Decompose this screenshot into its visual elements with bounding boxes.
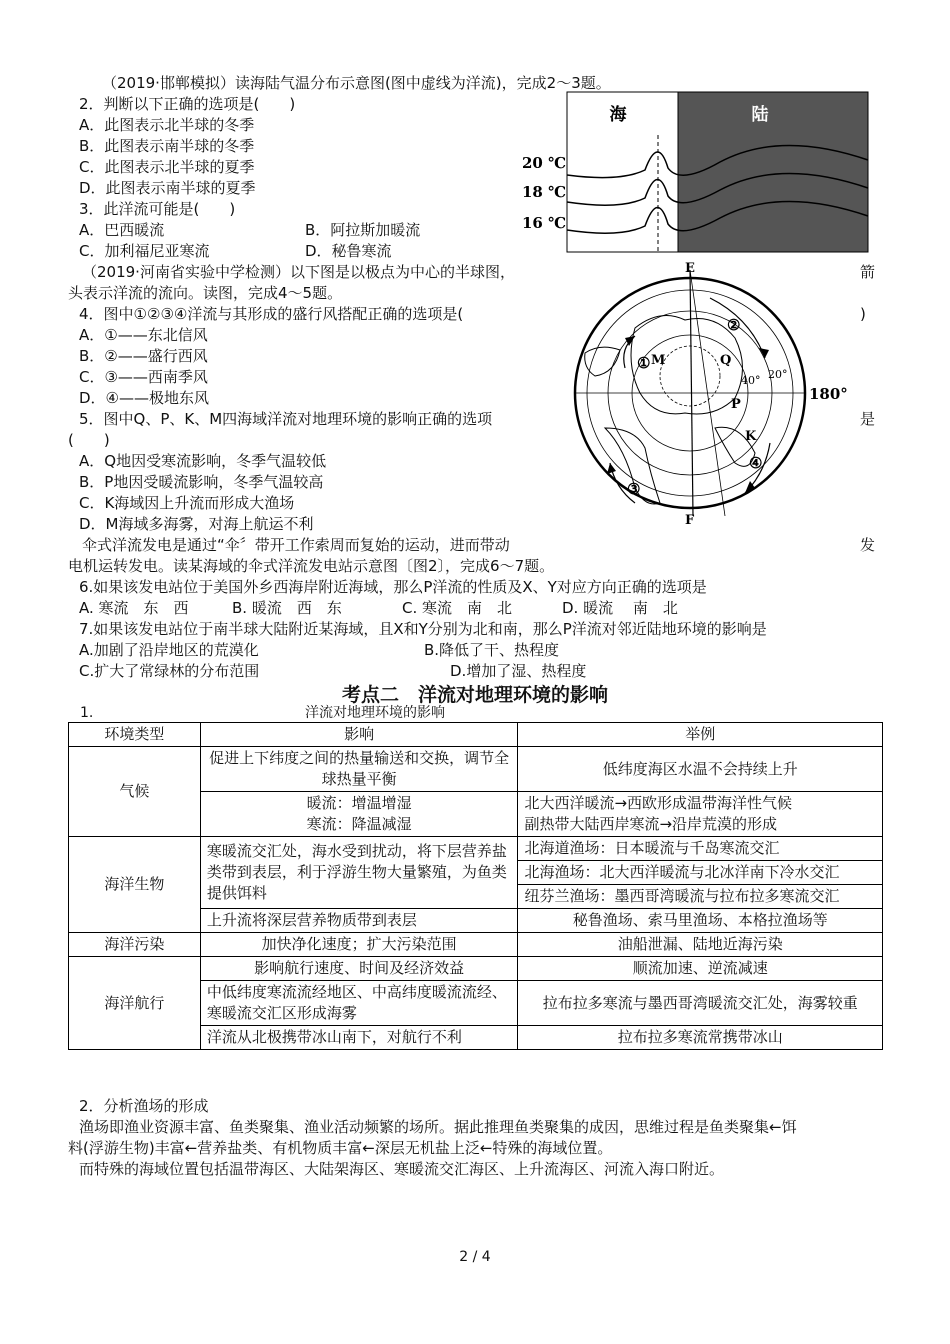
latitude-40-label: 40° <box>741 374 761 387</box>
climate-effect-2 <box>200 792 518 837</box>
table-row <box>69 747 883 792</box>
header-example: 举例 <box>518 723 883 747</box>
map-label-e: E <box>685 261 695 276</box>
pollution-example: 油船泄漏、陆地近海污染 <box>518 933 883 957</box>
temp-18-label: 18 ℃ <box>522 183 567 201</box>
climate-example-2 <box>518 792 883 837</box>
q3-option-d: D．秘鲁寒流 <box>305 242 392 260</box>
q67-intro-line1-end: 发 <box>860 536 876 554</box>
fish-title: 2．分析渔场的形成 <box>79 1097 209 1115</box>
q2-option-a: A．此图表示北半球的冬季 <box>79 116 255 134</box>
q3-stem: 3．此洋流可能是( ) <box>79 200 236 218</box>
climate-effect-1: 促进上下纬度之间的热量输送和交换，调节全球热量平衡 <box>200 747 518 792</box>
bio-example-1b: 北海渔场：北大西洋暖流与北冰洋南下冷水交汇 <box>518 861 883 885</box>
q3-option-a: A．巴西暖流 <box>79 221 165 239</box>
sea-land-temperature-figure <box>520 90 870 255</box>
q5-stem-end: 是 <box>860 410 876 428</box>
header-effect: 影响 <box>200 723 518 747</box>
q7-option-a: A.加剧了沿岸地区的荒漠化 <box>79 641 259 659</box>
fish-line-3: 而特殊的海域位置包括温带海区、大陆架海区、寒暖流交汇海区、上升流海区、河流入海口附近。 <box>79 1160 725 1178</box>
map-label-p: P <box>731 397 741 412</box>
q4-option-c: C．③——西南季风 <box>79 368 208 386</box>
marine-bio-cell: 海洋生物 <box>69 837 201 933</box>
q2-option-c: C．此图表示北半球的夏季 <box>79 158 255 176</box>
q5-option-d: D．M海域多海雾，对海上航运不利 <box>79 515 314 533</box>
climate-effect-cold: 寒流：降温减湿 <box>306 815 412 833</box>
table-row <box>69 933 883 957</box>
climate-cell: 气候 <box>69 747 201 837</box>
q4-stem: 4．图中①②③④洋流与其形成的盛行风搭配正确的选项是( <box>79 305 464 323</box>
q7-option-c: C.扩大了常绿林的分布范围 <box>79 662 260 680</box>
temp-20-label: 20 ℃ <box>522 154 567 172</box>
q6-stem: 6.如果该发电站位于美国外乡西海岸附近海域，那么P洋流的性质及X、Y对应方向正确的选项是 <box>79 578 707 596</box>
q5-blank: ( ) <box>68 431 110 449</box>
q4-option-a: A．①——东北信风 <box>79 326 208 344</box>
climate-example-2a: 北大西洋暖流→西欧形成温带海洋性气候 <box>524 794 793 812</box>
q2-option-b: B．此图表示南半球的冬季 <box>79 137 255 155</box>
q4-option-d: D．④——极地东风 <box>79 389 209 407</box>
bio-example-1a: 北海道渔场：日本暖流与千岛寒流交汇 <box>518 837 883 861</box>
q7-option-d: D.增加了湿、热程度 <box>450 662 587 680</box>
q7-stem: 7.如果该发电站位于南半球大陆附近某海域，且X和Y分别为北和南，那么P洋流对邻近陆地环境的影响是 <box>79 620 767 638</box>
climate-effect-warm: 暖流：增温增湿 <box>306 794 412 812</box>
q7-option-b: B.降低了干、热程度 <box>424 641 560 659</box>
current-label-1: ① <box>637 354 651 372</box>
q2-option-d: D．此图表示南半球的夏季 <box>79 179 256 197</box>
map-label-q: Q <box>720 353 732 368</box>
q6-option-a: A. 寒流 东 西 <box>79 599 189 617</box>
fish-line-2: 料(浮游生物)丰富←营养盐类、有机物质丰富←深层无机盐上泛←特殊的海域位置。 <box>68 1139 613 1157</box>
nav-effect-3: 洋流从北极携带冰山南下，对航行不利 <box>200 1026 518 1050</box>
pollution-effect: 加快净化速度；扩大污染范围 <box>200 933 518 957</box>
bio-effect-2: 上升流将深层营养物质带到表层 <box>200 909 518 933</box>
bio-example-2: 秘鲁渔场、索马里渔场、本格拉渔场等 <box>518 909 883 933</box>
polar-hemisphere-map <box>565 258 855 530</box>
navigation-cell: 海洋航行 <box>69 957 201 1050</box>
section-title: 考点二 洋流对地理环境的影响 <box>341 684 608 706</box>
q5-option-a: A．Q地因受寒流影响，冬季气温较低 <box>79 452 327 470</box>
q6-option-c: C. 寒流 南 北 <box>402 599 513 617</box>
q5-option-b: B．P地因受暖流影响，冬季气温较高 <box>79 473 324 491</box>
ocean-current-effects-table <box>68 722 883 1050</box>
q45-intro-line1-end: 箭 <box>860 263 876 281</box>
q45-intro-line1: （2019·河南省实验中学检测）以下图是以极点为中心的半球图， <box>82 263 515 281</box>
longitude-180-label: 180° <box>809 385 848 403</box>
map-label-f: F <box>685 513 695 528</box>
q6-option-d: D. 暖流 南 北 <box>562 599 678 617</box>
q4-option-b: B．②——盛行西风 <box>79 347 208 365</box>
q67-intro-line1: 伞式洋流发电是通过“伞〞带开工作索周而复始的运动，进而带动 <box>82 536 510 554</box>
current-label-3: ③ <box>627 480 641 498</box>
bio-effect-1: 寒暖流交汇处，海水受到扰动，将下层营养盐类带到表层，利于浮游生物大量繁殖，为鱼类提供饵料 <box>200 837 518 909</box>
nav-example-3: 拉布拉多寒流常携带冰山 <box>518 1026 883 1050</box>
q67-intro-line2: 电机运转发电。读某海域的伞式洋流发电站示意图〔图2〕，完成6～7题。 <box>68 557 555 575</box>
q23-intro: （2019·邯郸模拟）读海陆气温分布示意图(图中虚线为洋流)，完成2～3题。 <box>102 74 611 92</box>
nav-example-2: 拉布拉多寒流与墨西哥湾暖流交汇处，海雾较重 <box>518 981 883 1026</box>
sea-label: 海 <box>609 105 627 125</box>
current-label-4: ④ <box>749 454 763 472</box>
fish-line-1: 渔场即渔业资源丰富、鱼类聚集、渔业活动频繁的场所。据此推理鱼类聚集的成因，思维过程是鱼类聚集←饵 <box>79 1118 797 1136</box>
q2-stem: 2．判断以下正确的选项是( ) <box>79 95 296 113</box>
table-row <box>69 957 883 981</box>
table-header-row <box>69 723 883 747</box>
table-row <box>69 837 883 861</box>
q4-stem-end: ) <box>860 305 866 323</box>
subsection-number: 1. <box>80 705 94 721</box>
land-label: 陆 <box>751 105 769 125</box>
subsection-title: 洋流对地理环境的影响 <box>305 705 445 721</box>
nav-effect-2: 中低纬度寒流流经地区、中高纬度暖流流经、寒暖流交汇区形成海雾 <box>200 981 518 1026</box>
climate-example-2b: 副热带大陆西岸寒流→沿岸荒漠的形成 <box>524 815 778 833</box>
q6-option-b: B. 暖流 西 东 <box>232 599 342 617</box>
temp-16-label: 16 ℃ <box>522 214 567 232</box>
header-env-type: 环境类型 <box>69 723 201 747</box>
q45-intro-line2: 头表示洋流的流向。读图，完成4～5题。 <box>68 284 343 302</box>
q5-stem: 5．图中Q、P、K、M四海域洋流对地理环境的影响正确的选项 <box>79 410 493 428</box>
latitude-20-label: 20° <box>768 368 788 381</box>
current-label-2: ② <box>727 316 741 334</box>
q5-option-c: C．K海域因上升流而形成大渔场 <box>79 494 295 512</box>
q3-option-b: B．阿拉斯加暖流 <box>305 221 421 239</box>
nav-example-1: 顺流加速、逆流减速 <box>518 957 883 981</box>
bio-example-1c: 纽芬兰渔场：墨西哥湾暖流与拉布拉多寒流交汇 <box>518 885 883 909</box>
q3-option-c: C．加利福尼亚寒流 <box>79 242 210 260</box>
map-label-m: M <box>651 353 666 368</box>
page-number: 2 / 4 <box>459 1249 491 1265</box>
map-label-k: K <box>745 429 757 444</box>
climate-example-1: 低纬度海区水温不会持续上升 <box>518 747 883 792</box>
nav-effect-1: 影响航行速度、时间及经济效益 <box>200 957 518 981</box>
pollution-cell: 海洋污染 <box>69 933 201 957</box>
